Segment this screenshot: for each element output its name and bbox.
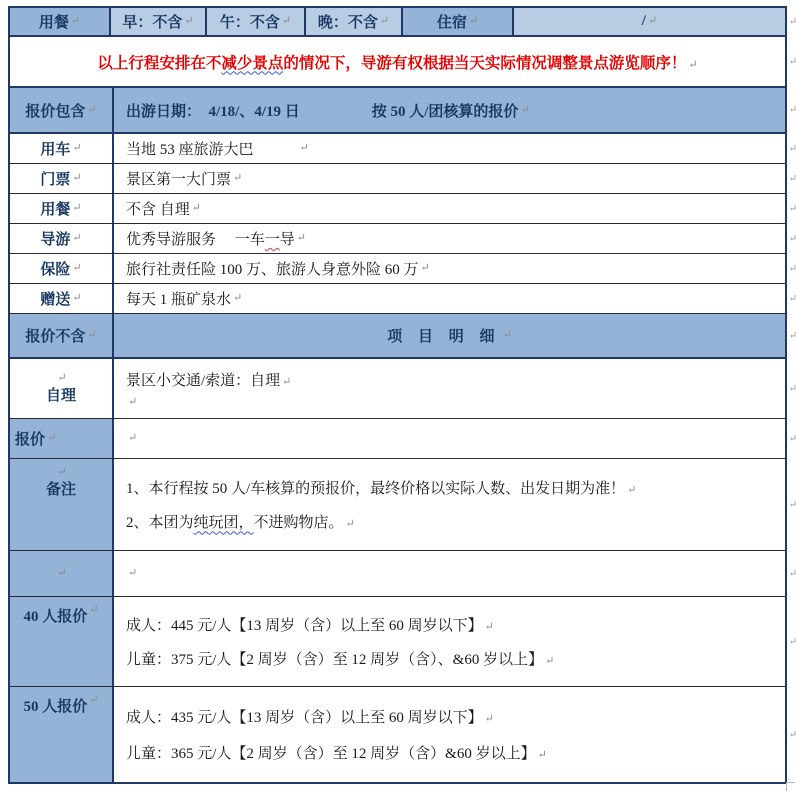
gift-value: 每天 1 瓶矿泉水 [126, 292, 232, 308]
meals-value: 不含 自理 [126, 202, 190, 218]
price-40-child: 儿童：375 元/人【2 周岁（含）至 12 周岁（含）、&60 岁以上】 ↵ [126, 652, 555, 668]
pilcrow-mark: ↵ [87, 103, 97, 116]
row-end-mark: ↵ [788, 729, 797, 740]
pilcrow-mark: ↵ [57, 371, 67, 384]
row-end-mark: ↵ [788, 233, 797, 244]
row-end-mark: ↵ [788, 433, 797, 444]
included-section-label: 报价包含 [25, 103, 86, 120]
included-row-insurance [10, 254, 797, 284]
spellcheck-underline: 一 [264, 232, 280, 248]
lunch-value: 午：不含 [219, 15, 280, 31]
pilcrow-mark: ↵ [537, 749, 547, 761]
price-40-adult: 成人：445 元/人【13 周岁（含）以上至 60 周岁以下】 ↵ [126, 618, 494, 634]
guide-value-cell [114, 224, 785, 253]
dinner-cell [306, 8, 403, 35]
pilcrow-mark: ↵ [128, 432, 138, 444]
self-pay-value-cell [114, 359, 785, 418]
pilcrow-mark: ↵ [70, 15, 81, 27]
row-end-mark: ↵ [788, 203, 797, 214]
pilcrow-mark: ↵ [72, 202, 82, 214]
pilcrow-mark: ↵ [502, 329, 512, 341]
pilcrow-mark: ↵ [299, 142, 309, 154]
self-pay-label-cell [10, 359, 114, 418]
pilcrow-mark: ↵ [688, 58, 698, 71]
lunch-cell [207, 8, 306, 35]
included-section-title-cell [114, 88, 785, 132]
pilcrow-mark: ↵ [420, 262, 430, 274]
tickets-label-cell [10, 164, 114, 193]
row-end-mark: ↵ [788, 636, 797, 647]
pilcrow-mark: ↵ [484, 713, 494, 725]
spellcheck-underline: 减少景点 [221, 54, 284, 72]
guide-value: 优秀导游服务 一车一导 [126, 232, 295, 248]
pilcrow-mark: ↵ [545, 655, 555, 667]
quote-label-cell [10, 419, 114, 458]
pilcrow-mark: ↵ [89, 694, 99, 706]
notice-text: 以上行程安排在不减少景点的情况下，导游有权根据当天实际情况调整景点游览顺序！ ↵ [97, 54, 698, 72]
included-section-row [10, 88, 797, 134]
price-50-label-cell [10, 687, 114, 782]
row-end-mark: ↵ [788, 568, 797, 579]
pilcrow-mark: ↵ [72, 232, 82, 244]
notes-line-1: 1、本行程按 50 人/车核算的预报价，最终价格以实际人数、出发日期为准！ ↵ [126, 480, 637, 497]
dinner-value: 晚：不含 [317, 15, 378, 31]
self-pay-label: 自理 [45, 387, 76, 404]
excluded-section-label: 报价不含 [25, 329, 86, 345]
insurance-value-cell [114, 254, 785, 283]
page-corner-mark [786, 782, 795, 791]
pilcrow-mark: ↵ [281, 15, 292, 27]
pilcrow-mark: ↵ [627, 483, 637, 496]
pilcrow-mark: ↵ [484, 621, 494, 633]
gift-label: 赠送 [40, 292, 71, 308]
row-end-mark: ↵ [788, 16, 797, 27]
pilcrow-mark: ↵ [282, 376, 292, 389]
row-end-mark: ↵ [788, 104, 797, 116]
meals-label: 用餐 [40, 202, 71, 218]
notes-label: 备注 [45, 482, 76, 498]
vehicle-value: 当地 53 座旅游大巴 [126, 142, 254, 158]
tour-dates: 出游日期： 4/18/、4/19 日 [126, 103, 300, 120]
row-end-mark: ↵ [788, 263, 797, 274]
quote-basis: 按 50 人/团核算的报价 [371, 103, 519, 120]
quote-value-cell [114, 419, 785, 458]
row-end-mark: ↵ [788, 330, 797, 341]
included-row-guide [10, 224, 797, 254]
meal-header-cell [10, 8, 111, 35]
pilcrow-mark: ↵ [184, 15, 194, 27]
tickets-value: 景区第一大门票 [126, 172, 232, 188]
lodging-header-label: 住宿 [436, 15, 467, 31]
pilcrow-mark: ↵ [47, 432, 57, 444]
lodging-value: / [641, 13, 646, 29]
guide-label-cell [10, 224, 114, 253]
pilcrow-mark: ↵ [72, 172, 82, 184]
breakfast-cell [111, 8, 207, 35]
notes-value-cell [114, 459, 785, 550]
vehicle-label-cell [10, 134, 114, 163]
price-40-label-cell [10, 597, 114, 686]
lodging-value-cell [514, 8, 785, 35]
included-row-gift [10, 284, 797, 314]
price-40-label: 40 人报价 [23, 609, 88, 625]
excluded-section-row [10, 314, 797, 359]
price-40-value-cell [114, 597, 785, 686]
pilcrow-mark: ↵ [647, 15, 658, 27]
insurance-value: 旅行社责任险 100 万、旅游人身意外险 60 万 [126, 262, 419, 278]
lodging-header-cell [403, 8, 514, 35]
excluded-section-title: 项 目 明 细 [387, 329, 501, 345]
spellcheck-underline: 纯玩团， [193, 515, 254, 532]
empty-label-cell [10, 551, 114, 596]
quote-row [10, 419, 797, 459]
insurance-label: 保险 [40, 262, 71, 278]
pilcrow-mark: ↵ [72, 292, 82, 304]
notes-label-cell [10, 459, 114, 550]
tickets-label: 门票 [40, 172, 71, 188]
meal-lodging-row [10, 8, 797, 37]
gift-label-cell [10, 284, 114, 313]
row-end-mark: ↵ [788, 499, 797, 510]
price-50-value-cell [114, 687, 785, 782]
notice-row [10, 37, 797, 88]
row-end-mark: ↵ [788, 143, 797, 154]
vehicle-value-cell [114, 134, 785, 163]
pilcrow-mark: ↵ [191, 202, 201, 214]
excluded-section-label-cell [10, 314, 114, 357]
row-end-mark: ↵ [788, 56, 797, 67]
vehicle-label: 用车 [40, 142, 71, 158]
pilcrow-mark: ↵ [233, 292, 243, 304]
excluded-section-title-cell [114, 314, 785, 357]
gift-value-cell [114, 284, 785, 313]
pilcrow-mark: ↵ [520, 103, 530, 116]
pilcrow-mark: ↵ [468, 15, 479, 27]
empty-value-cell [114, 551, 785, 596]
pilcrow-mark: ↵ [72, 142, 82, 154]
pilcrow-mark: ↵ [57, 567, 67, 579]
price-50-row [10, 687, 797, 782]
notice-cell [10, 37, 785, 86]
notes-line-2: 2、本团为纯玩团，不进购物店。 ↵ [126, 515, 355, 532]
meals-label-cell [10, 194, 114, 223]
row-end-mark: ↵ [788, 173, 797, 184]
pilcrow-mark: ↵ [128, 567, 138, 579]
pilcrow-mark: ↵ [128, 395, 138, 408]
self-pay-row [10, 359, 797, 419]
guide-label: 导游 [40, 232, 71, 248]
price-50-child: 儿童：365 元/人【2 周岁（含）至 12 周岁（含）&60 岁以上】 ↵ [126, 746, 547, 762]
pilcrow-mark: ↵ [345, 518, 355, 531]
price-40-row [10, 597, 797, 687]
self-pay-value: 景区小交通/索道：自理 ↵ [126, 373, 292, 390]
tickets-value-cell [114, 164, 785, 193]
pilcrow-mark: ↵ [296, 232, 307, 244]
tour-quote-table [8, 6, 797, 784]
price-50-adult: 成人：435 元/人【13 周岁（含）以上至 60 周岁以下】 ↵ [126, 710, 494, 726]
pilcrow-mark: ↵ [379, 15, 390, 27]
price-50-label: 50 人报价 [23, 699, 88, 715]
pilcrow-mark: ↵ [87, 329, 97, 341]
row-end-mark: ↵ [788, 383, 797, 394]
included-section-label-cell [10, 88, 114, 132]
quote-label: 报价 [15, 432, 46, 448]
meal-header-label: 用餐 [38, 15, 69, 31]
row-end-mark: ↵ [788, 293, 797, 304]
meals-value-cell [114, 194, 785, 223]
pilcrow-mark: ↵ [72, 262, 82, 274]
empty-row [10, 551, 797, 597]
breakfast-value: 早：不含 [122, 15, 183, 31]
pilcrow-mark: ↵ [89, 604, 99, 616]
notes-row [10, 459, 797, 551]
insurance-label-cell [10, 254, 114, 283]
included-row-meals [10, 194, 797, 224]
included-row-tickets [10, 164, 797, 194]
pilcrow-mark: ↵ [233, 172, 243, 184]
pilcrow-mark: ↵ [57, 466, 67, 478]
included-row-vehicle [10, 134, 797, 164]
